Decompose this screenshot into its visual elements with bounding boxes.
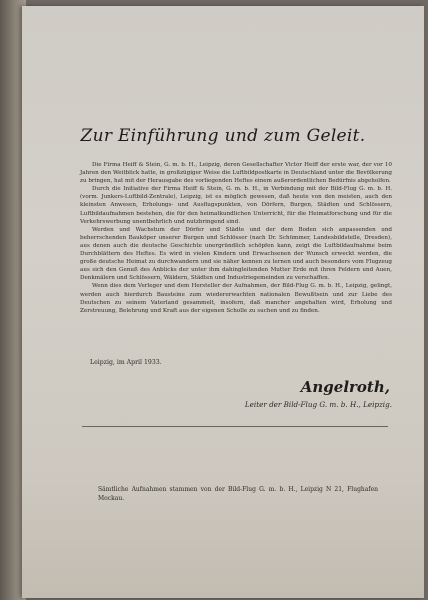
- divider: [82, 426, 388, 427]
- document-page: [22, 6, 424, 598]
- photo-credit-footnote: [98, 486, 378, 503]
- body-text: [80, 161, 392, 315]
- place-date: Leipzig, im April 1933.: [90, 359, 162, 366]
- footnote-text: Sämtliche Aufnahmen stammen von der Bild-Flug G. m. b. H., Leipzig N 21, Flughafen Mockau.: [98, 486, 378, 502]
- paragraph-4: Wenn dies dem Verleger und dem Hersteller der Aufnahmen, der Bild-Flug G. m. b. H., Leipzig, gelingt, werden auch hierdurch Bausteine zum wiedererwachten nationalen Bewußtsein und zur Liebe des Deutschen zu seinem Vaterland gesammelt, insofern, daß mancher angehalten wird, Erholung und Zerstreuung, Belehrung und Kraft aus der eigenen Scholle zu suchen und zu finden.: [80, 283, 392, 314]
- signature-role: Leiter der Bild-Flug G. m. b. H., Leipzig.: [244, 400, 392, 409]
- paragraph-2: Durch die Initiative der Firma Heiff & Stein, G. m. b. H., in Verbindung mit der Bild-Flug G. m. b. H. (vorm. Junkers-Luftbild-Zentrale), Leipzig, ist es möglich gewesen, daß heute von den meisten, auch den kleinsten Anwesen, Erholungs- und Ausflugspunkten, von Dörfern, Burgen, Städten und Schlössern, Luftbildaufnahmen bestehen, die für den heimatkundlichen Unterricht, für die Heimatforschung und für die Verkehrswerbung unentbehrlich und nutzbringend sind.: [80, 186, 392, 225]
- signature-name: Angelroth,: [300, 378, 390, 396]
- paragraph-1: Die Firma Heiff & Stein, G. m. b. H., Leipzig, deren Gesellschafter Victor Heiff der erste war, der vor 10 Jahren den Weitblick hatte, in großzügiger Weise die Luftbildpostkarte in Deutschland unter die Bevölkerung zu bringen, hat mit der Herausgabe des vorliegenden Heftes einem außerordentlichen Bedürfnis abgeholfen.: [80, 162, 392, 185]
- paragraph-3: Werden und Wachstum der Dörfer und Städte und der dem Boden sich anpassenden und beherrschenden Bauköper unserer Burgen und Schlösser (nach Dr. Schümmer, Landesbildstelle, Dresden), aus denen auch die deutsche Geschichte unergründlich schöpfen kann, zeigt die Luftbildaufnahme beim Durchblättern des Heftes. Es wird in vielen Kindern und Erwachsenen der Wunsch erweckt werden, die große deutsche Heimat zu durchwandern und sie näher kennen zu lernen und auch besonders vom Flugzeug aus sich den Genuß des Anblicks der unter ihm dahingleitenden Mutter Erde mit ihren Feldern und Auen, Denkmälern und Schlössern, Wäldern, Städten und Industriegemeinden zu verschaffen.: [80, 226, 392, 282]
- page-heading: Zur Einführung und zum Geleit.: [80, 126, 366, 146]
